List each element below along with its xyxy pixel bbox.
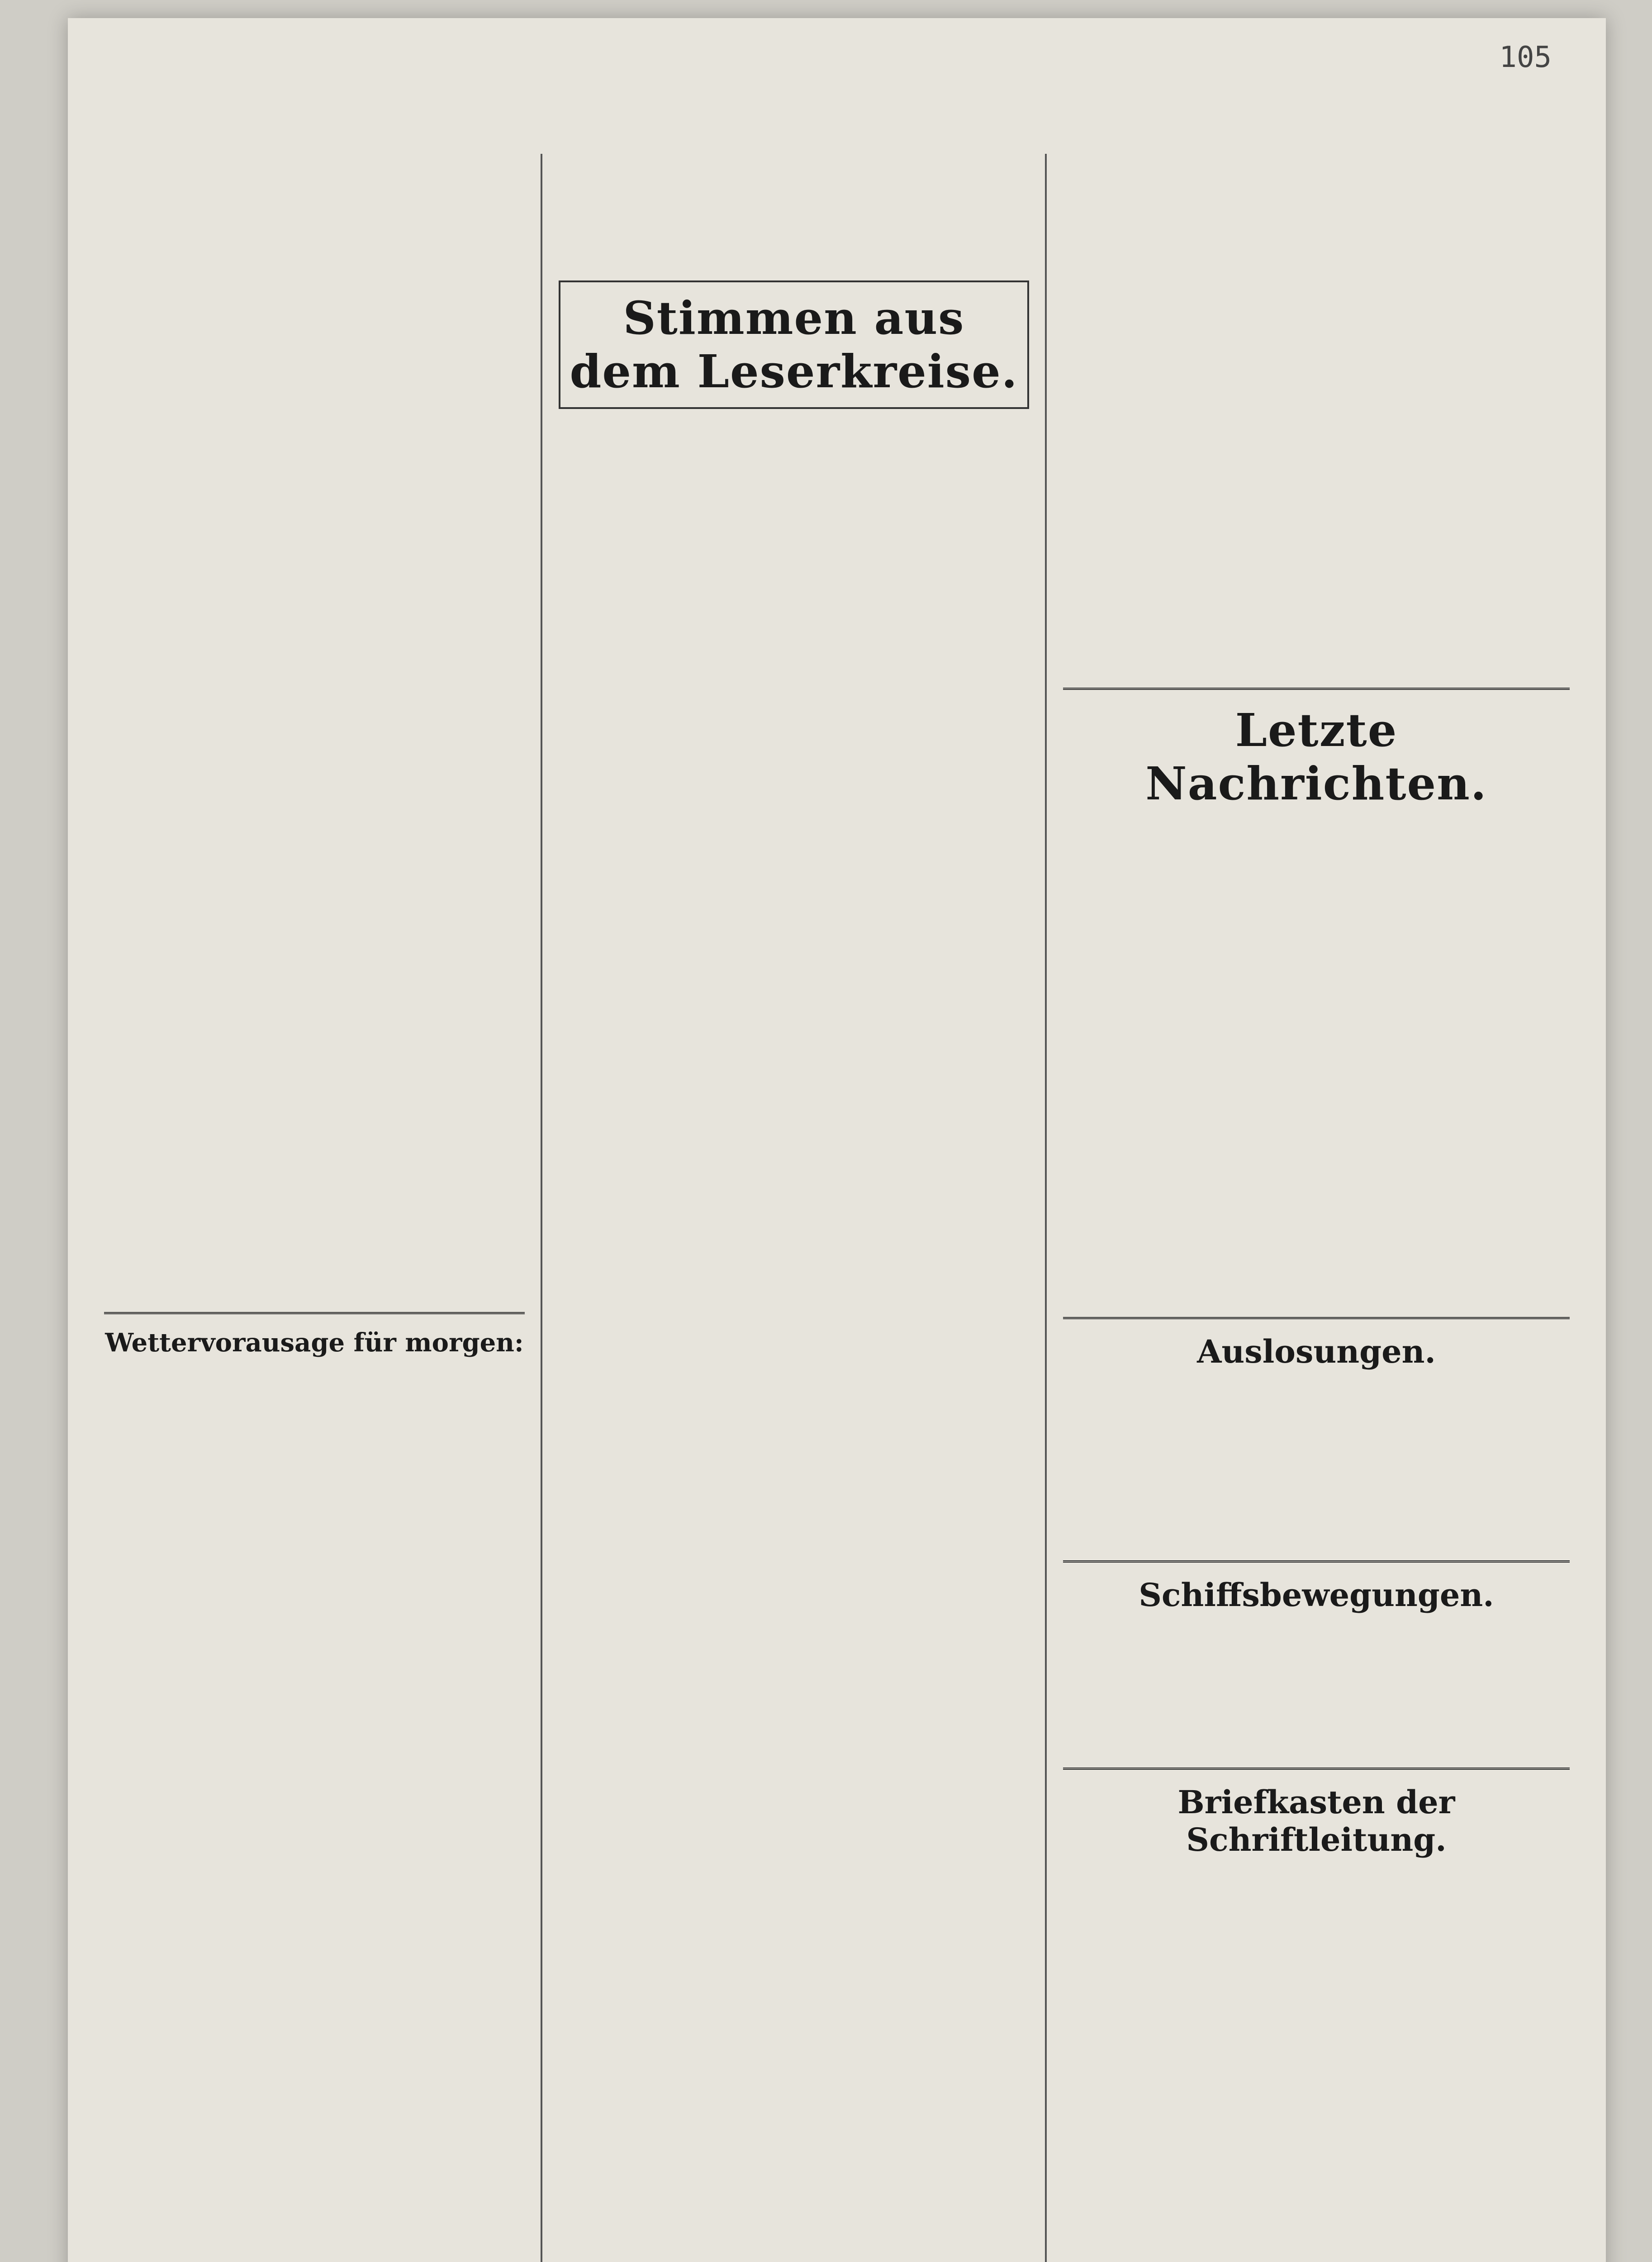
- drawings-rule: [1063, 1317, 1570, 1319]
- editorial-mailbox-heading: Briefkasten der Schriftleitung.: [1177, 1783, 1455, 1858]
- column-2: [559, 163, 1029, 2262]
- page-number: 105: [1499, 41, 1552, 74]
- column-3: [1063, 163, 1570, 2262]
- newspaper-page: [68, 18, 1606, 2262]
- readers-section-box: [559, 280, 1029, 409]
- latest-news-rule: [1063, 688, 1570, 690]
- column-divider-2: [1045, 154, 1047, 2262]
- editorial-mailbox-rule: [1063, 1768, 1570, 1770]
- weather-heading: Wettervorausage für morgen:: [105, 1328, 524, 1358]
- readers-heading: Stimmen aus dem Leserkreise.: [570, 291, 1018, 398]
- shipping-rule: [1063, 1560, 1570, 1563]
- column-1: [104, 163, 525, 2262]
- shipping-heading: Schiffsbewegungen.: [1139, 1576, 1494, 1614]
- column-divider-1: [541, 154, 542, 2262]
- weather-rule: [104, 1312, 525, 1314]
- drawings-heading: Auslosungen.: [1197, 1333, 1436, 1370]
- latest-news-heading: Letzte Nachrichten.: [1145, 703, 1487, 810]
